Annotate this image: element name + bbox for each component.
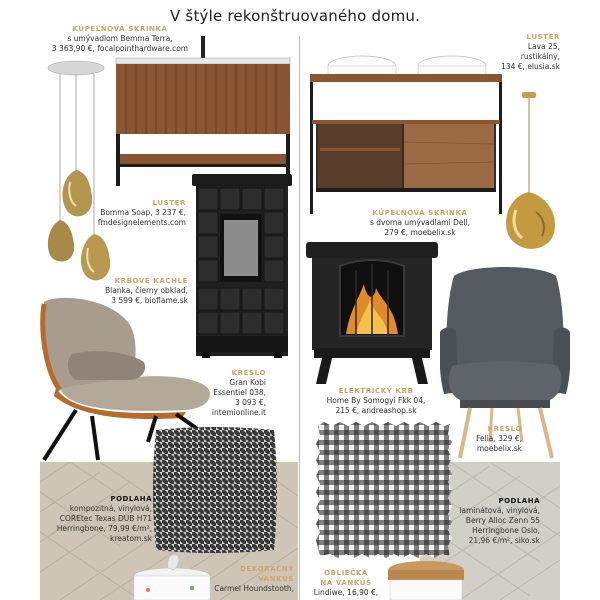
caption-line: Herringbone, 79,99 €/m², — [56, 524, 152, 533]
vanity-right-image — [306, 52, 506, 216]
caption-title: LUSTER — [526, 33, 560, 41]
caption-title: PODLAHA — [498, 497, 540, 505]
caption-title: KRESLO — [487, 425, 522, 433]
caption-line: intemionline.it — [211, 408, 266, 417]
caption-line: 134 €, elusia.sk — [501, 62, 560, 71]
caption-luster-right — [500, 32, 560, 72]
caption-line: Home By Somogyi Fkk 04, — [326, 396, 426, 405]
vanity-left-image — [108, 36, 298, 186]
caption-line: Carmel Houndstooth, — [214, 584, 294, 593]
caption-line: s dvoma umývadlami Dell, — [369, 218, 471, 227]
caption-line: Herringbone Oslo, — [472, 526, 540, 535]
storage-jar-image — [386, 560, 466, 600]
caption-title: KÚPEĽŇOVÁ SKRINKA — [72, 25, 168, 33]
column-divider — [299, 36, 300, 600]
caption-title: KRBOVÉ KACHLE — [114, 277, 188, 285]
caption-title-2: VANKÚŠ — [258, 575, 294, 583]
caption-title: ELEKTRICKÝ KRB — [338, 387, 414, 395]
caption-line: Blanka, čierny obklad, — [104, 286, 188, 295]
caption-krb — [320, 386, 432, 416]
caption-line: Bomma Soap, 3 237 €, — [100, 208, 186, 217]
luster-left-image — [40, 58, 120, 290]
caption-obliecka — [310, 568, 382, 598]
caption-line: 3 093 €, — [234, 398, 266, 407]
caption-title: LUSTER — [152, 199, 186, 207]
caption-title: DEKORAČNÝ — [240, 565, 294, 573]
luster-right-image — [500, 92, 560, 254]
caption-line: s umývadlom Bemma Terra, — [67, 34, 173, 43]
caption-line: Lindiwe, 16,90 €, — [313, 588, 379, 597]
electric-fireplace-image — [304, 240, 440, 386]
caption-line: rustikálny, — [520, 52, 560, 61]
caption-line: Felia, 329 €, — [476, 434, 522, 443]
caption-line: 3 599 €, bioflame.sk — [111, 296, 188, 305]
caption-podlaha-left — [40, 494, 152, 544]
ceramic-jar-image — [132, 552, 212, 600]
caption-title: KRESLO — [231, 369, 266, 377]
caption-title: PODLAHA — [110, 495, 152, 503]
caption-line: Gran Kobi — [229, 378, 266, 387]
page-title: V štýle rekonštruovaného domu. — [170, 7, 421, 25]
caption-line: kreatom.sk — [110, 534, 152, 543]
caption-title-2: NA VANKÚŠ — [320, 579, 372, 587]
caption-line: Lava 25, — [527, 42, 560, 51]
caption-line: 215 €, andreashop.sk — [335, 406, 417, 415]
caption-line: 279 €, moebelix.sk — [384, 228, 456, 237]
caption-line: fmdesignelements.com — [97, 218, 186, 227]
caption-vanity-right — [356, 208, 484, 238]
caption-luster-left — [96, 198, 186, 228]
caption-line: kompozitná, vinylová, — [69, 504, 152, 513]
pillow-houndstooth-image — [150, 424, 280, 556]
caption-line: 3 363,90 €, focalpointhardware.com — [51, 44, 189, 53]
caption-kreslo-right — [466, 424, 522, 454]
caption-kreslo-left — [190, 368, 266, 418]
caption-line: Essentiel 038, — [213, 388, 266, 397]
caption-line: moebelix.sk — [476, 444, 522, 453]
caption-line: COREtec Texas DUB H71 — [59, 514, 152, 523]
caption-title: KÚPEĽŇOVÁ SKRINKA — [372, 209, 468, 217]
caption-line: laminátová, vinylová, — [459, 506, 540, 515]
caption-line: 21,96 €/m², siko.sk — [468, 536, 540, 545]
caption-line: Berry Alloc Zenn 55 — [465, 516, 540, 525]
caption-title: OBLIEČKA — [324, 569, 368, 577]
pillow-gingham-image — [314, 420, 454, 560]
caption-podlaha-right — [452, 496, 540, 546]
